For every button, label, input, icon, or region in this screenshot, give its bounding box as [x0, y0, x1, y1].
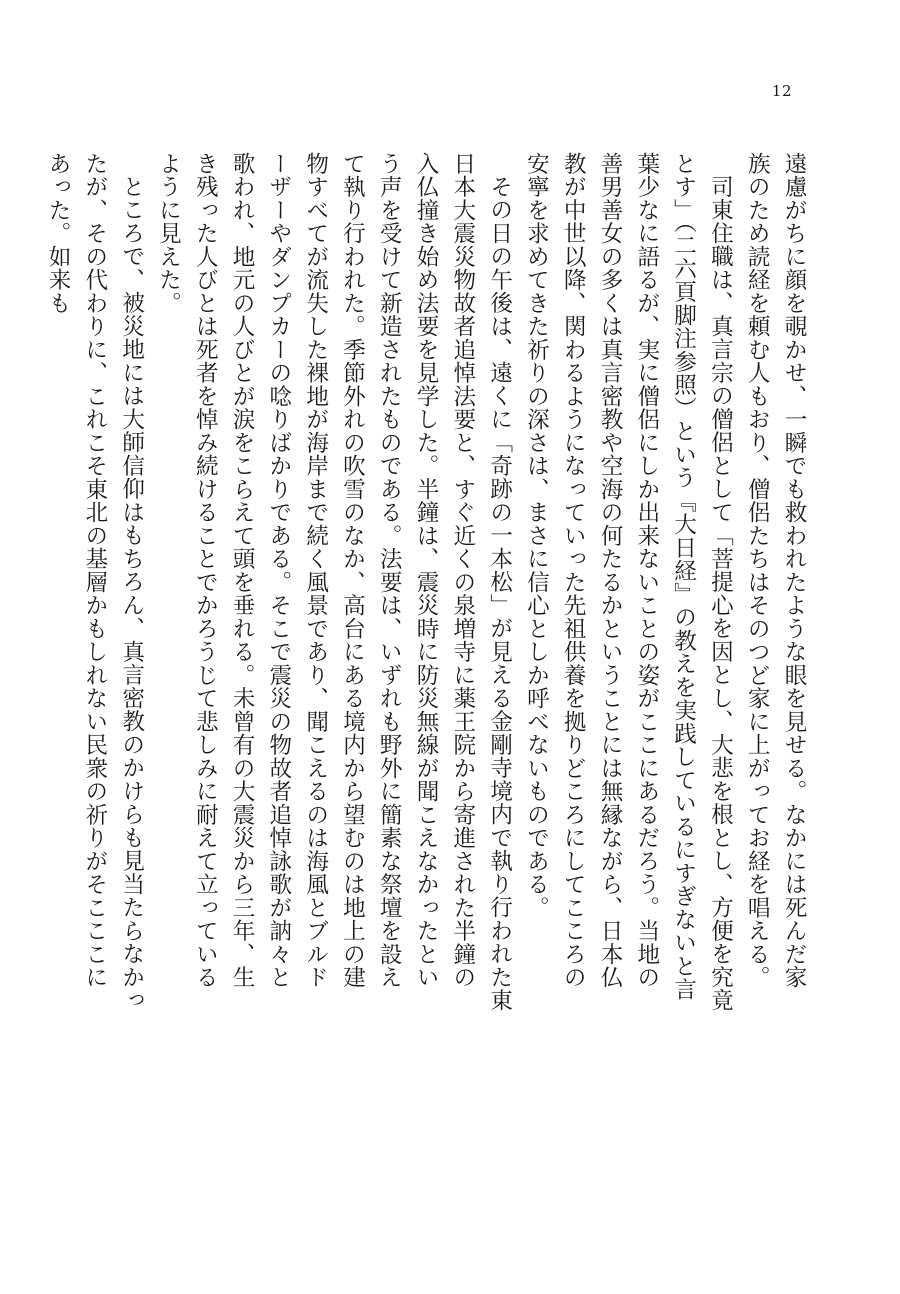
- paragraph: 遠慮がちに顔を覗かせ、一瞬でも救われたような眼を見せる。なかには死んだ家族のため読経を頼む人もおり、僧侶たちはそのつど家に上がってお経を唱える。: [744, 152, 807, 989]
- paragraph: その日の午後は、遠くに「奇跡の一本松」が見える金剛寺境内で執り行われた東日本大震災物故者追悼法要と、すぐ近くの泉増寺に薬王院から寄進された半鐘の入仏撞き始め法要を見学した。半鐘は、震災時に防災無線が聞こえなかったという声を受けて新造されたものである。法要は、いずれも野外に簡素な祭壇を設えて執り行われた。季節外れの吹雪のなか、高台にある境内から望むのは地上の建物すべてが流失した裸地が海岸まで続く風景であり、聞こえるのは海風とブルドーザーやダンプカーの唸りばかりである。そこで震災の物故者追悼詠歌が訥々と歌われ、地元の人びとが涙をこらえて頭を垂れる。未曾有の大震災から三年、生き残った人びとは死者を悼み続けることでかろうじて悲しみに耐えて立っているように見えた。: [155, 152, 513, 1012]
- paragraph: ところで、被災地には大師信仰はもちろん、真言密教のかけらも見当たらなかったが、その代わりに、これこそ東北の基層かもしれない民衆の祈りがそこここにあった。如来も: [45, 152, 145, 1012]
- body-text: [45, 152, 812, 1012]
- page-number: 12: [771, 82, 792, 100]
- paragraph: 司東住職は、真言宗の僧侶として「菩提心を因とし、大悲を根とし、方便を究竟とす」（二六頁脚注参照）という『大日経』の教えを実践しているにすぎないと言葉少なに語るが、実に僧侶にしか出来ないことの姿がここにあるだろう。当地の善男善女の多くは真言密教や空海の何たるかということには無縁ながら、日本仏教が中世以降、関わるようになっていった先祖供養を拠りどころにしてこころの安寧を求めてきた祈りの深さは、まさに信心としか呼べないものである。: [523, 152, 734, 1012]
